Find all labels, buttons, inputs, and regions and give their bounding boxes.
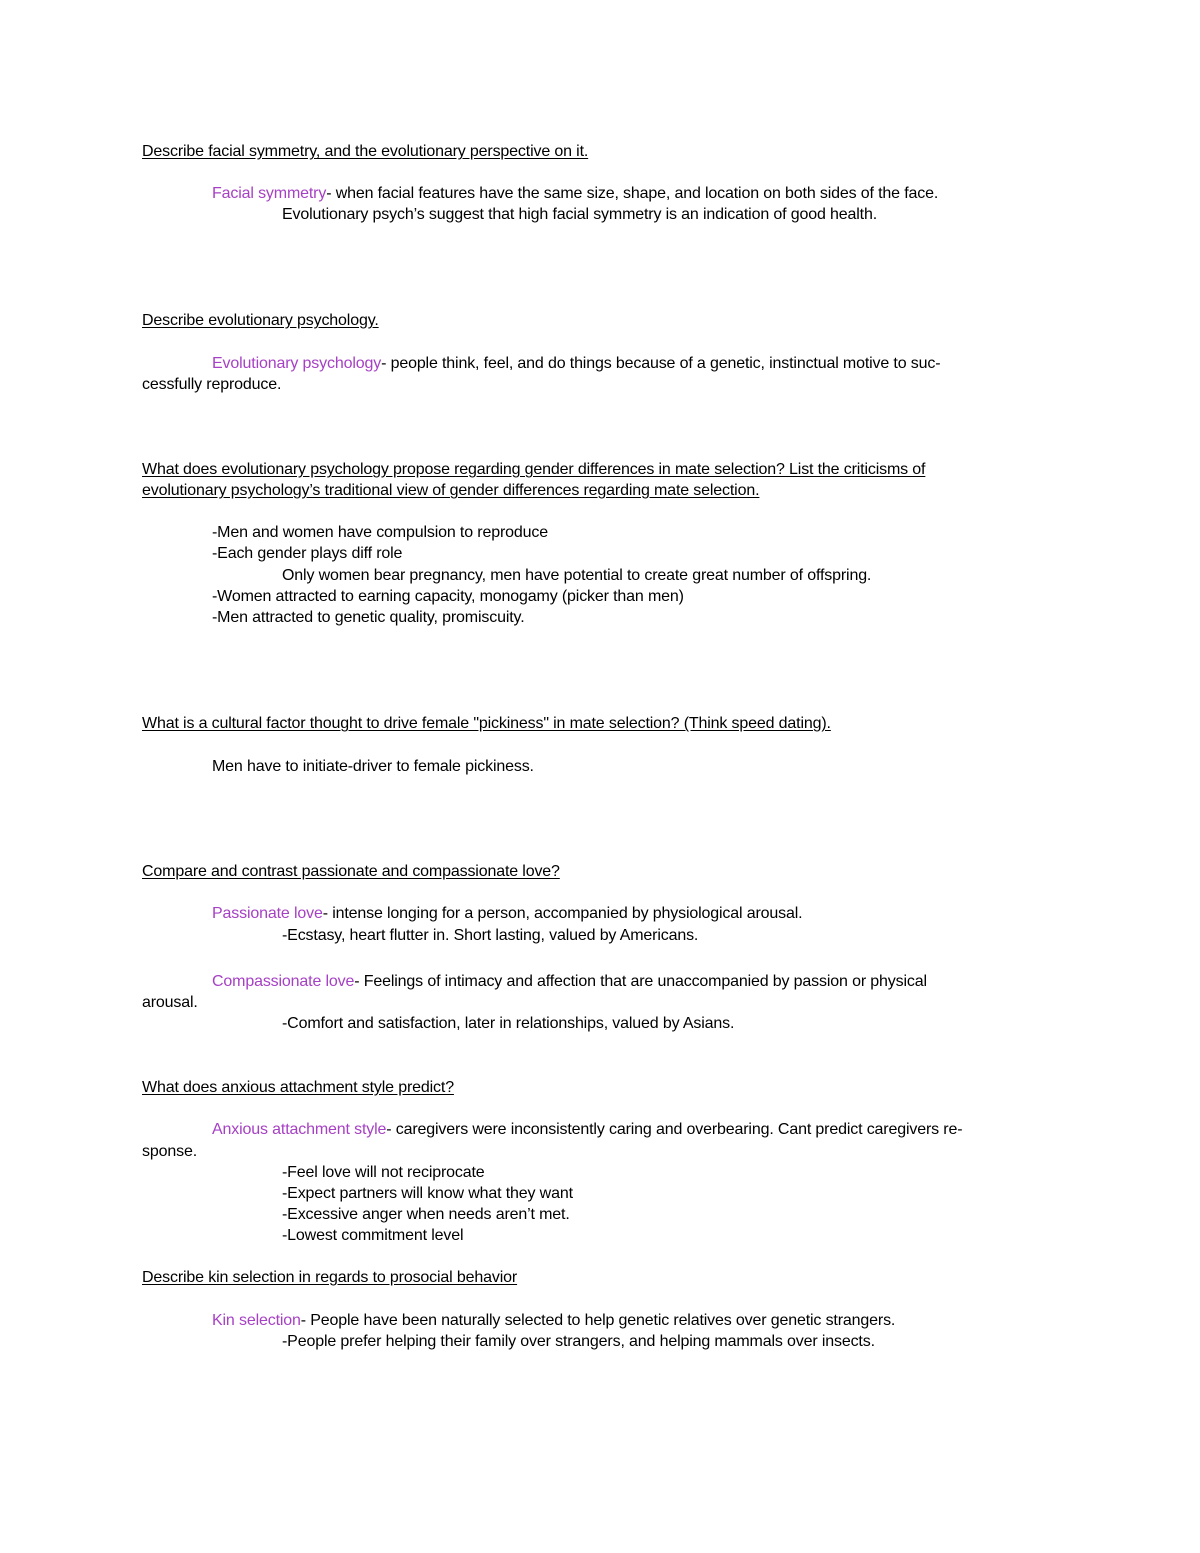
- detail-kin-selection: -People prefer helping their family over strangers, and helping mammals over insects.: [282, 1333, 875, 1350]
- list-item: -Excessive anger when needs aren’t met.: [282, 1206, 570, 1223]
- list-item: -Feel love will not reciprocate: [282, 1164, 485, 1181]
- definition-compassionate-love-cont: arousal.: [142, 994, 198, 1011]
- question-anxious-attachment: What does anxious attachment style predict?: [142, 1079, 454, 1096]
- definition-kin-selection: - People have been naturally selected to help genetic relatives over genetic strangers.: [300, 1312, 896, 1329]
- answer-kin-selection: [212, 1311, 895, 1331]
- answer-anxious-attachment: [212, 1120, 962, 1140]
- question-gender-differences: What does evolutionary psychology propose regarding gender differences in mate selection? List the criticisms of: [142, 461, 926, 478]
- definition-anxious-attachment-cont: sponse.: [142, 1143, 197, 1160]
- list-item: -Women attracted to earning capacity, monogamy (picker than men): [212, 588, 684, 605]
- term-facial-symmetry: Facial symmetry: [212, 185, 327, 202]
- definition-compassionate-love: - Feelings of intimacy and affection that are unaccompanied by passion or physical: [354, 973, 927, 990]
- answer-compassionate-love: [212, 972, 927, 992]
- list-item: -Expect partners will know what they want: [282, 1185, 573, 1202]
- list-item: -Each gender plays diff role: [212, 545, 403, 562]
- definition-evolutionary-psychology-cont: cessfully reproduce.: [142, 376, 282, 393]
- list-item: -Lowest commitment level: [282, 1227, 464, 1244]
- list-item: -Men and women have compulsion to reproduce: [212, 524, 548, 541]
- term-evolutionary-psychology: Evolutionary psychology: [212, 355, 382, 372]
- definition-evolutionary-psychology: - people think, feel, and do things because of a genetic, instinctual motive to suc-: [381, 355, 941, 372]
- detail-compassionate-love: -Comfort and satisfaction, later in relationships, valued by Asians.: [282, 1015, 735, 1032]
- answer-facial-symmetry: [212, 184, 938, 204]
- definition-anxious-attachment: - caregivers were inconsistently caring and overbearing. Cant predict caregivers re-: [386, 1121, 963, 1138]
- question-kin-selection: Describe kin selection in regards to prosocial behavior: [142, 1269, 518, 1286]
- question-female-pickiness: What is a cultural factor thought to drive female "pickiness" in mate selection? (Think speed dating).: [142, 715, 831, 732]
- term-compassionate-love: Compassionate love: [212, 973, 355, 990]
- question-evolutionary-psychology: Describe evolutionary psychology.: [142, 312, 379, 329]
- question-facial-symmetry: Describe facial symmetry, and the evolutionary perspective on it.: [142, 143, 589, 160]
- question-love-types: Compare and contrast passionate and compassionate love?: [142, 863, 560, 880]
- answer-evolutionary-psychology: [212, 354, 940, 374]
- detail-facial-symmetry: Evolutionary psych’s suggest that high facial symmetry is an indication of good health.: [282, 206, 877, 223]
- answer-passionate-love: [212, 904, 802, 924]
- definition-passionate-love: - intense longing for a person, accompanied by physiological arousal.: [322, 905, 803, 922]
- list-item: Only women bear pregnancy, men have potential to create great number of offspring.: [282, 567, 872, 584]
- term-passionate-love: Passionate love: [212, 905, 323, 922]
- list-item: -Men attracted to genetic quality, promiscuity.: [212, 609, 525, 626]
- term-anxious-attachment: Anxious attachment style: [212, 1121, 387, 1138]
- definition-facial-symmetry: - when facial features have the same size, shape, and location on both sides of the face.: [326, 185, 939, 202]
- term-kin-selection: Kin selection: [212, 1312, 301, 1329]
- answer-female-pickiness: Men have to initiate-driver to female pickiness.: [212, 758, 534, 775]
- question-gender-differences-cont: evolutionary psychology’s traditional view of gender differences regarding mate selection.: [142, 482, 760, 499]
- detail-passionate-love: -Ecstasy, heart flutter in. Short lasting, valued by Americans.: [282, 927, 699, 944]
